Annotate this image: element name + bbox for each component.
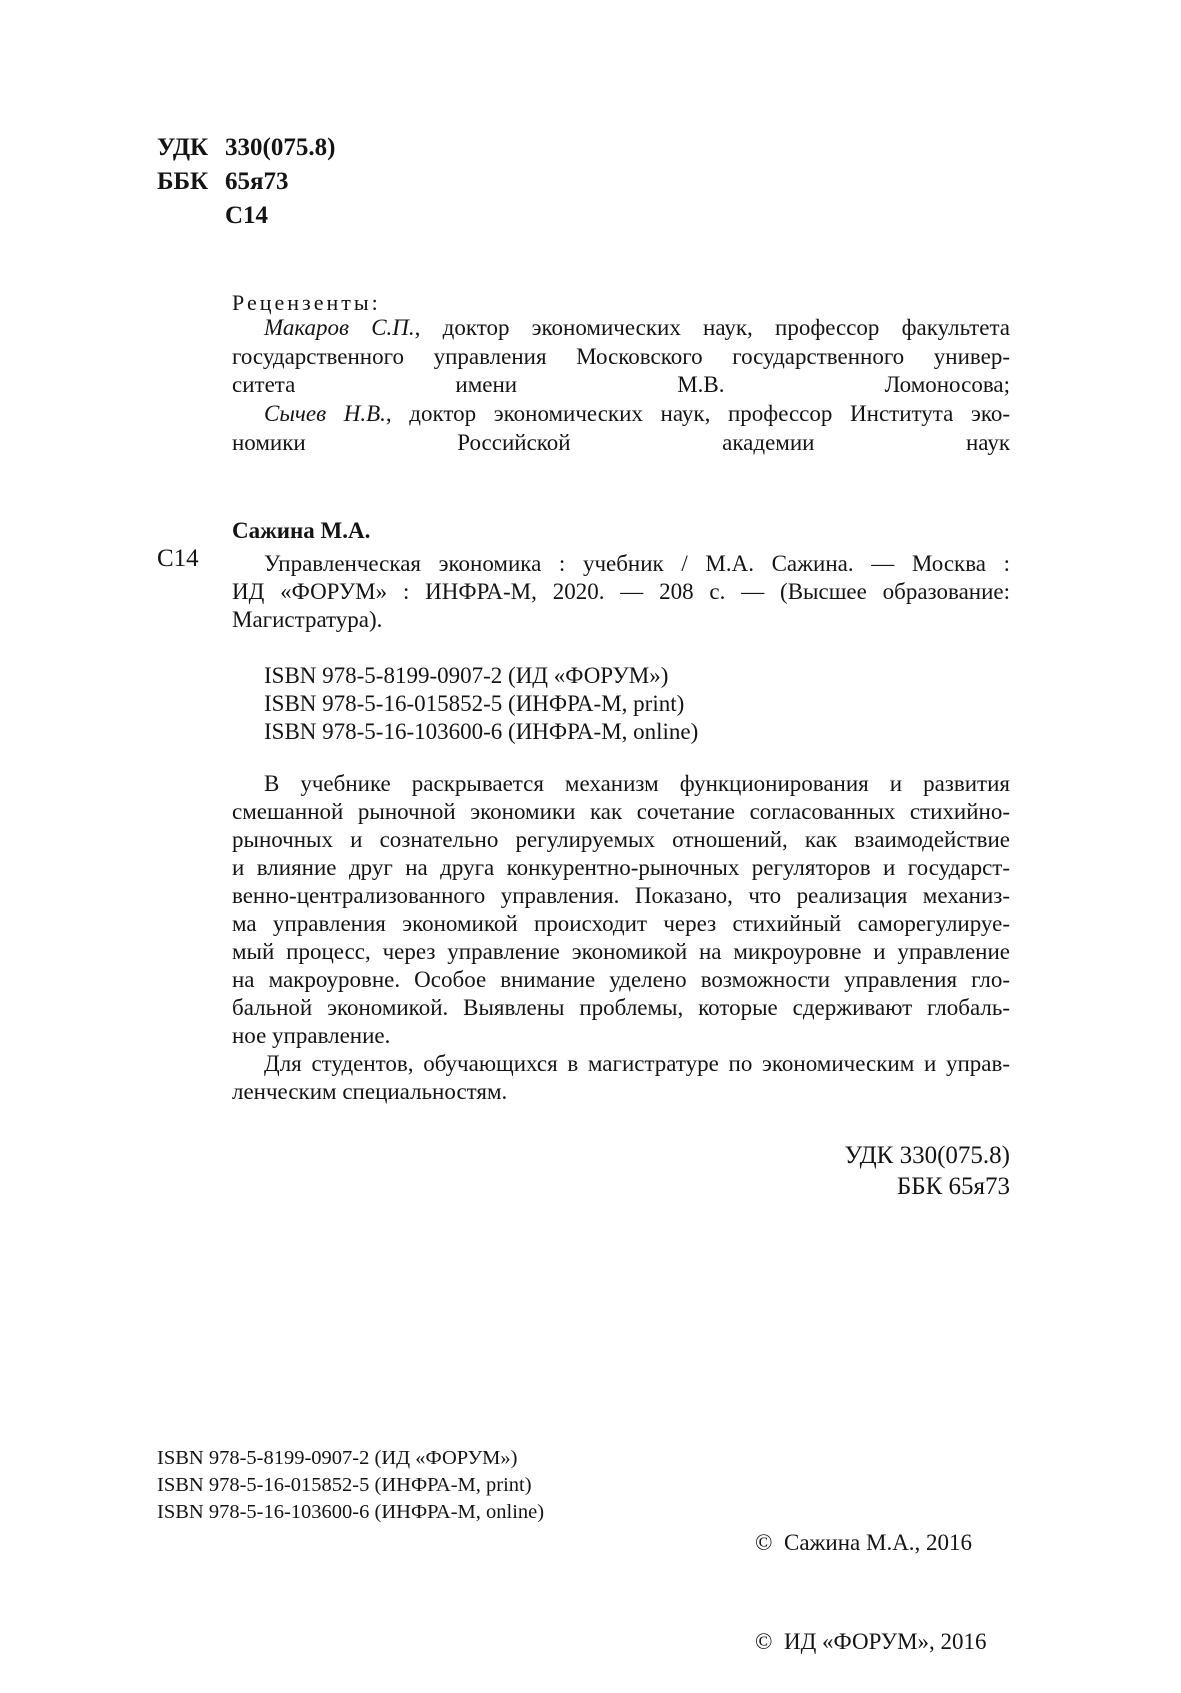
reviewer-1-name: Макаров С.П. [264, 315, 415, 340]
reviewer-1-desc: , доктор экономических наук, профессор факультета [414, 315, 1010, 340]
reviewer-2-line-2: номики Российской академии наук [232, 429, 1010, 455]
reviewer-2-line-1 [232, 400, 1010, 429]
bbk-code: ББК 65я73 [896, 1173, 1010, 1200]
reviewers-heading: Рецензенты: [232, 290, 381, 315]
abstract-line: венно-централизованного управления. Показано, что реализация механиз- [232, 883, 1010, 908]
isbn-item: ISBN 978-5-16-103600-6 (ИНФРА-М, online) [264, 719, 699, 744]
record-line-2: ИД «ФОРУМ» : ИНФРА-М, 2020. — 208 с. — (Высшее образование: [232, 579, 1010, 604]
isbn-list [264, 662, 698, 746]
reviewer-2 [232, 400, 1010, 457]
udk-header [157, 131, 335, 165]
reviewer-1 [232, 314, 1010, 400]
audience-line: Для студентов, обучающихся в магистратуре по экономическим и управ- [264, 1051, 1010, 1076]
classification [844, 1140, 1010, 1202]
footer-isbn-list [157, 1445, 544, 1526]
isbn-item: ISBN 978-5-8199-0907-2 (ИД «ФОРУМ») [264, 663, 669, 688]
udk-label: УДК [157, 134, 209, 161]
bbk-label: ББК [157, 168, 209, 195]
record-author: Сажина М.А. [232, 518, 371, 543]
footer-isbn-item: ISBN 978-5-8199-0907-2 (ИД «ФОРУМ») [157, 1447, 518, 1469]
reviewer-2-desc: , доктор экономических наук, профессор Института эко- [385, 401, 1010, 426]
abstract-line: В учебнике раскрывается механизм функционирования и развития [264, 771, 1010, 796]
abstract-line: смешанной рыночной экономики как сочетание согласованных стихийно- [232, 799, 1010, 824]
footer-isbn-item: ISBN 978-5-16-015852-5 (ИНФРА-М, print) [157, 1474, 532, 1496]
abstract-line: ма управления экономикой происходит через стихийный саморегулируе- [232, 911, 1010, 936]
abstract-line: бальной экономикой. Выявлены проблемы, которые сдерживают глобаль- [232, 995, 1010, 1020]
record-line-3: Магистратура). [232, 607, 383, 632]
udk-code: УДК 330(075.8) [844, 1142, 1010, 1169]
footer-isbn-item: ISBN 978-5-16-103600-6 (ИНФРА-М, online) [157, 1501, 545, 1523]
copyright-block [755, 1460, 987, 1691]
abstract-line: рыночных и сознательно регулируемых отношений, как взаимодействие [232, 827, 1010, 852]
abstract-line: мый процесс, через управление экономикой на микроуровне и управление [232, 939, 1010, 964]
record-mark: С14 [157, 545, 199, 572]
audience-line: ленческим специальностям. [232, 1079, 508, 1104]
reviewer-2-name: Сычев Н.В. [264, 401, 386, 426]
copyright-line: © ИД «ФОРУМ», 2016 [755, 1629, 987, 1654]
record-description [232, 550, 1010, 634]
abstract-line: ное управление. [232, 1023, 391, 1048]
record-line-1: Управленческая экономика : учебник / М.А. Сажина. — Москва : [264, 551, 1010, 576]
reviewer-1-line-2: государственного управления Московского государственного универ- [232, 343, 1010, 369]
abstract-line: и влияние друг на друга конкурентно-рыночных регуляторов и государст- [232, 855, 1010, 880]
udk-value: 330(075.8) [225, 134, 336, 161]
isbn-item: ISBN 978-5-16-015852-5 (ИНФРА-М, print) [264, 691, 685, 716]
copyright-line: © Сажина М.А., 2016 [755, 1530, 973, 1555]
bbk-header [157, 165, 289, 199]
reviewer-1-line-1 [232, 314, 1010, 343]
abstract-line: на макроуровне. Особое внимание уделено возможности управления гло- [232, 967, 1010, 992]
abstract [232, 770, 1010, 1106]
bbk-value: 65я73 [225, 168, 289, 195]
reviewer-1-line-3: ситета имени М.В. Ломоносова; [232, 372, 1010, 397]
author-mark-header: С14 [225, 202, 269, 229]
